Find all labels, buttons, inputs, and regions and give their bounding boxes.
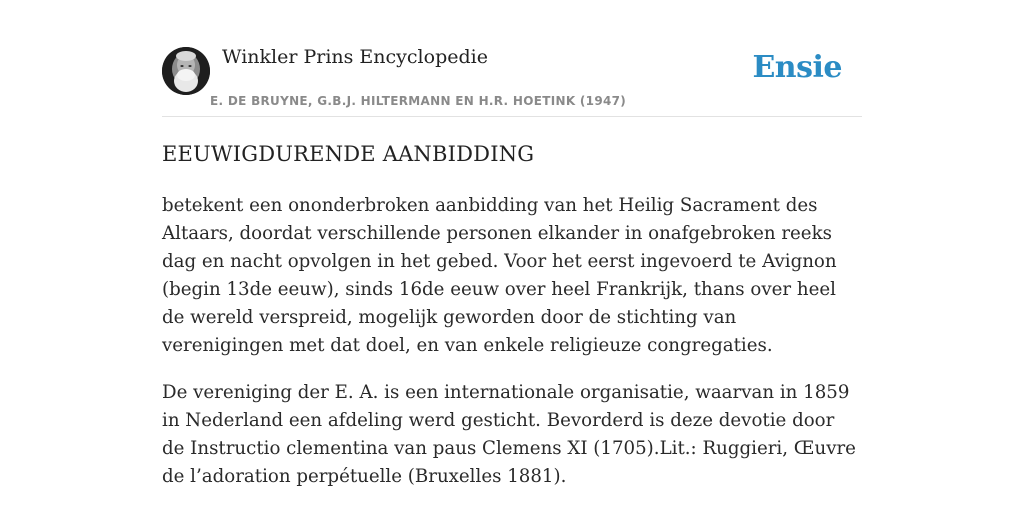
header xyxy=(162,40,862,117)
bearded-man-portrait-icon[interactable] xyxy=(162,47,210,95)
article-title: EEUWIGDURENDE AANBIDDING xyxy=(162,142,535,166)
article-paragraph: betekent een ononderbroken aanbidding van het Heilig Sacrament des Altaars, doordat verschillende personen elkander in onafgebroken reeks dag en nacht opvolgen in het gebed. Voor het eerst ingevoerd te Avignon (begin 13de eeuw), sinds 16de eeuw over heel Frankrijk, thans over heel de wereld verspreid, mogelijk geworden door de stichting van verenigingen met dat doel, en van enkele religieuze congregaties. xyxy=(162,195,837,356)
article-body xyxy=(162,192,862,510)
authors-byline: E. DE BRUYNE, G.B.J. HILTERMANN EN H.R. HOETINK (1947) xyxy=(210,94,627,108)
article-paragraph: De vereniging der E. A. is een internationale organisatie, waarvan in 1859 in Nederland een afdeling werd gesticht. Bevorderd is deze devotie door de Instructio clementina van paus Clemens XI (1705).Lit.: Ruggieri, Œuvre de l’adoration perpétuelle (Bruxelles 1881). xyxy=(162,382,856,487)
ensie-logo[interactable]: Ensie xyxy=(752,50,842,85)
site-title[interactable]: Winkler Prins Encyclopedie xyxy=(222,46,488,68)
